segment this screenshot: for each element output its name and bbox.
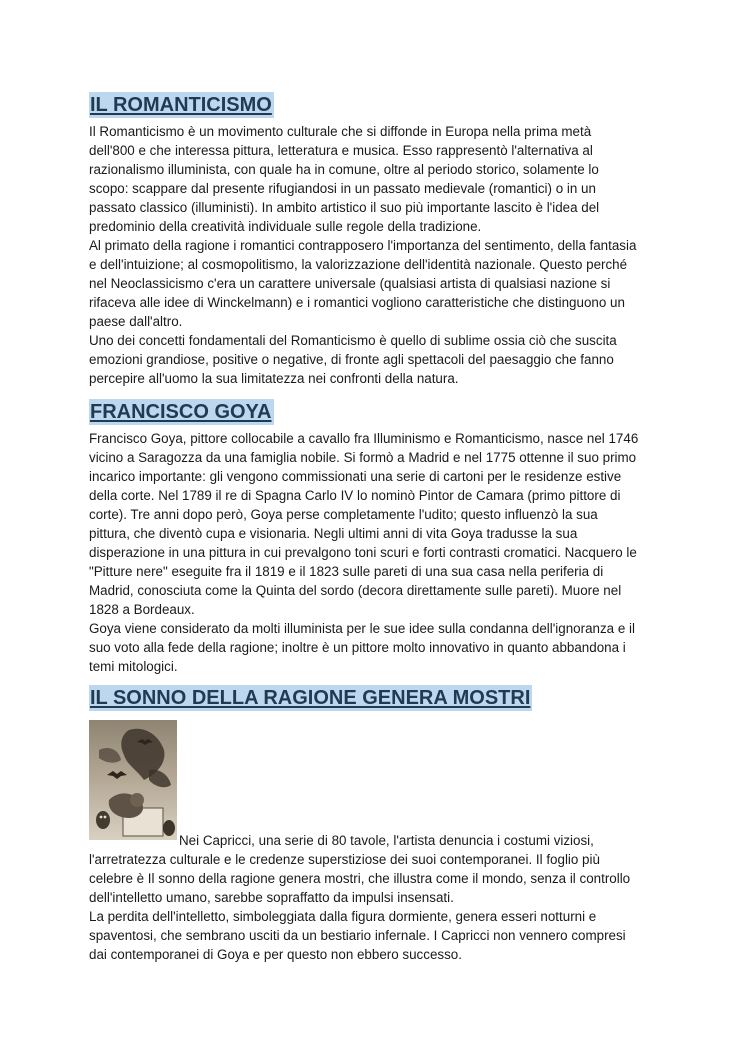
goya-etching-image	[89, 720, 177, 840]
section-goya	[89, 399, 689, 676]
capricci-paragraph-wrap	[89, 850, 689, 964]
heading-goya: FRANCISCO GOYA	[90, 401, 272, 423]
capricci-first-line-wrap	[179, 831, 699, 850]
paragraph-sonno-ragione: l'arretratezza culturale e le credenze superstiziose dei suoi contemporanei. Il foglio più celebre è Il sonno della ragione genera mostri, che illustra come il mondo, senza il controllo dell'intelletto umano, sarebbe sopraffatto da impulsi insensati. La perdita dell'intelletto, simboleggiata dalla figura dormiente, genera esseri notturni e spaventosi, che sembrano usciti da un bestiario infernale. I Capricci non vennero compresi dai contemporanei di Goya e per questo non ebbero successo.	[89, 852, 631, 962]
paragraph-romanticismo: Il Romanticismo è un movimento culturale che si diffonde in Europa nella prima metà dell'800 e che interessa pittura, letteratura e musica. Esso rappresentò l'alternativa al razionalismo illuminista, con quale ha in comune, oltre al periodo storico, solamente lo scopo: scappare dal presente rifugiandosi in un passato medievale (romantici) o in un passato classico (illuministi). In ambito artistico il suo più importante lascito è l'idea del predominio della creatività individuale sulle regole della tradizione. Al primato della ragione i romantici contrapposero l'importanza del sentimento, della fantasia e dell'intuizione; al cosmopolitismo, la valorizzazione dell'identità nazionale. Questo perché nel Neoclassicismo c'era un carattere universale (qualsiasi artista di qualsiasi nazione si rifaceva alle idee di Winckelmann) e i romantici vogliono caratteristiche che distinguono un paese dall'altro. Uno dei concetti fondamentali del Romanticismo è quello di sublime ossia ciò che suscita emozioni grandiose, positive o negative, di fronte agli spettacoli del paesaggio che fanno percepire all'uomo la sua limitatezza nei confronti della natura.	[89, 124, 637, 386]
section-romanticismo	[89, 92, 689, 388]
section-sonno-ragione	[89, 685, 689, 711]
capricci-first-line: Nei Capricci, una serie di 80 tavole, l'artista denuncia i costumi viziosi,	[179, 833, 594, 848]
paragraph-goya: Francisco Goya, pittore collocabile a cavallo fra Illuminismo e Romanticismo, nasce nel 1746 vicino a Saragozza da una famiglia nobile. Si formò a Madrid e nel 1775 ottenne il suo primo incarico importante: gli vengono commissionati una serie di cartoni per le residenze estive della corte. Nel 1789 il re di Spagna Carlo IV lo nominò Pintor de Camara (primo pittore di corte). Tre anni dopo però, Goya perse completamente l'udito; questo influenzò la sua pittura, che diventò cupa e visionaria. Negli ultimi anni di vita Goya tradusse la sua disperazione in una pittura in cui prevalgono toni scuri e forti contrasti cromatici. Nacquero le "Pitture nere" eseguite fra il 1819 e il 1823 sulle pareti di una sua casa nella periferia di Madrid, conosciuta come la Quinta del sordo (decora direttamente sulle pareti). Muore nel 1828 a Bordeaux. Goya viene considerato da molti illuminista per le sue idee sulla condanna dell'ignoranza e il suo voto alla fede della ragione; inoltre è un pittore molto innovativo in quanto abbandona i temi mitologici.	[89, 431, 639, 674]
etching-illustration	[89, 720, 177, 840]
heading-romanticismo: IL ROMANTICISMO	[90, 94, 272, 116]
heading-sonno-ragione: IL SONNO DELLA RAGIONE GENERA MOSTRI	[90, 687, 531, 709]
